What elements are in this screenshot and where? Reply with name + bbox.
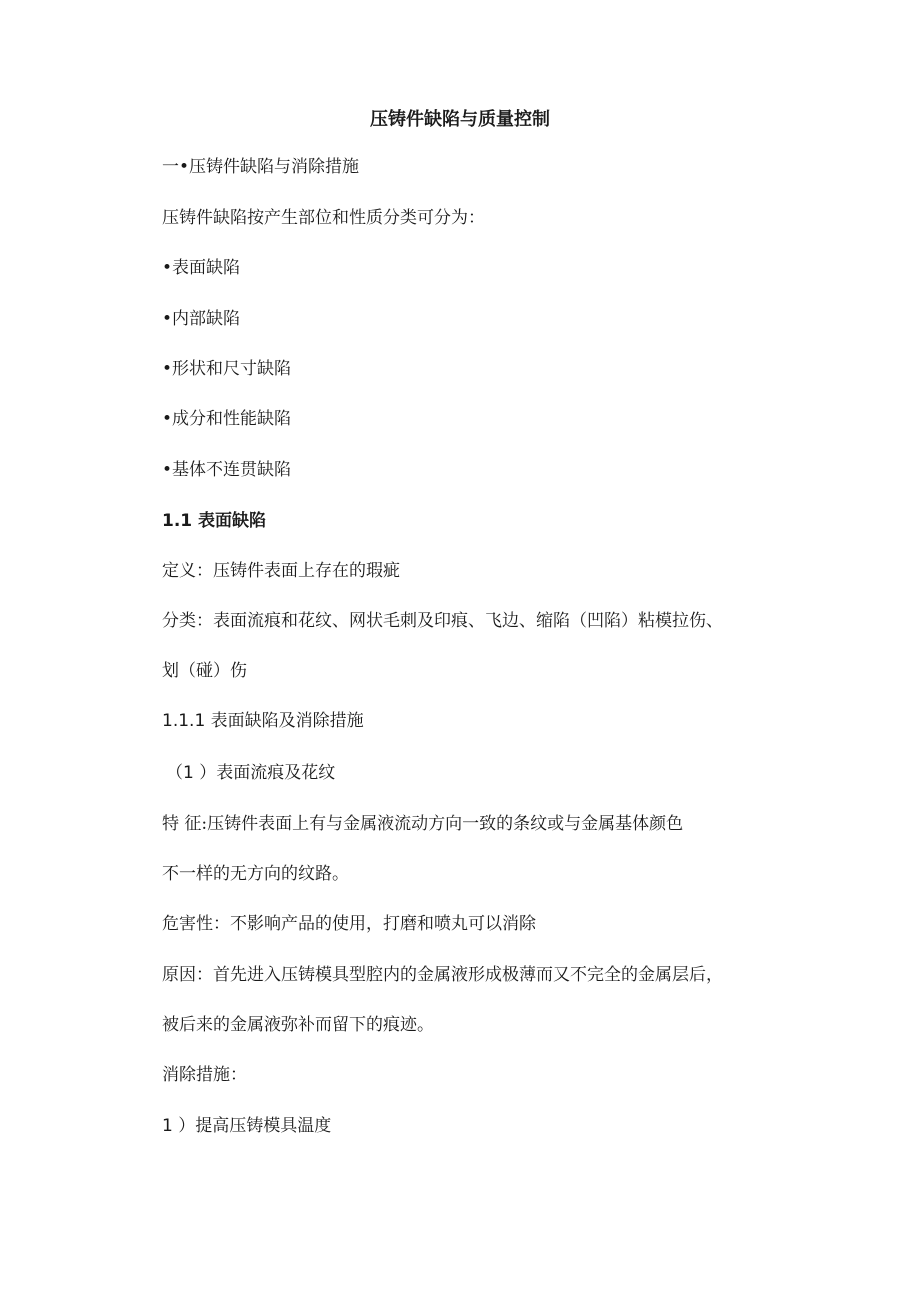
- item-text: ）表面流痕及花纹: [193, 763, 336, 783]
- category-item: •基体不连贯缺陷: [162, 460, 292, 480]
- item-prefix: （: [166, 763, 183, 783]
- section-text: 表面缺陷及消除措施: [205, 711, 364, 731]
- intro-paragraph: 压铸件缺陷按产生部位和性质分类可分为：: [162, 208, 485, 228]
- item-1-heading: [166, 762, 335, 784]
- document-title: 压铸件缺陷与质量控制: [370, 109, 550, 130]
- section-heading-1: 一•压铸件缺陷与消除措施: [162, 157, 360, 177]
- category-item: •内部缺陷: [162, 309, 241, 329]
- item-number: 1: [183, 763, 194, 783]
- category-item: •成分和性能缺陷: [162, 409, 292, 429]
- definition-paragraph: 定义：压铸件表面上存在的瑕疵: [162, 561, 400, 581]
- classification-line-1: 分类：表面流痕和花纹、网状毛刺及印痕、飞边、缩陷（凹陷）粘模拉伤、: [162, 611, 723, 631]
- section-heading-1-1: 1.1 表面缺陷: [162, 511, 267, 531]
- measure-number: 1: [162, 1116, 173, 1136]
- measures-heading: 消除措施：: [162, 1065, 247, 1085]
- harm-paragraph: 危害性：不影响产品的使用，打磨和喷丸可以消除: [162, 914, 536, 934]
- cause-line-1: 原因：首先进入压铸模具型腔内的金属液形成极薄而又不完全的金属层后，: [162, 965, 723, 985]
- feature-line-2: 不一样的无方向的纹路。: [162, 864, 349, 884]
- classification-line-2: 划（碰）伤: [162, 661, 247, 681]
- cause-line-2: 被后来的金属液弥补而留下的痕迹。: [162, 1015, 434, 1035]
- feature-line-1: 特 征:压铸件表面上有与金属液流动方向一致的条纹或与金属基体颜色: [162, 814, 684, 834]
- category-item: •形状和尺寸缺陷: [162, 359, 292, 379]
- measure-text: ）提高压铸模具温度: [172, 1116, 332, 1136]
- category-item: •表面缺陷: [162, 258, 241, 278]
- measure-item-1: [162, 1115, 331, 1137]
- section-heading-1-1-1: [162, 710, 364, 732]
- section-number: 1.1.1: [162, 711, 206, 731]
